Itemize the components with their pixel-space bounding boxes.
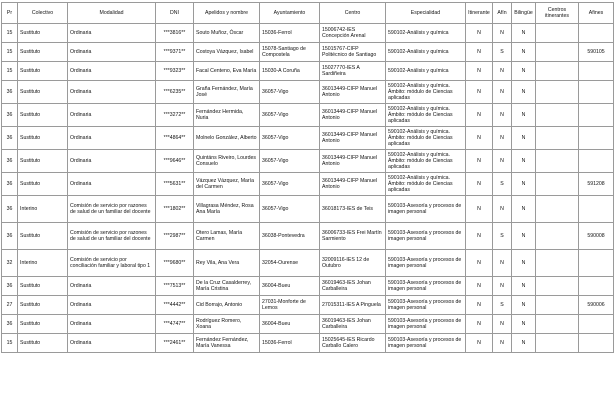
cell-especialidad: 590102-Análisis y química (386, 43, 466, 62)
cell-modalidad: Ordinaria (68, 127, 156, 150)
cell-ayuntamiento: 36004-Bueu (260, 277, 320, 296)
cell-centros-itinerantes (536, 223, 579, 250)
header-bilingue: Bilingüe (512, 3, 536, 24)
cell-apelidos-nombre: Fernández Hermida, Nuria (194, 104, 260, 127)
cell-bilingue: N (512, 196, 536, 223)
cell-itinerante: N (466, 62, 493, 81)
cell-modalidad: Comisión de servicio por razones de salud de un familiar del docente (68, 223, 156, 250)
cell-afin: S (493, 43, 512, 62)
cell-bilingue: N (512, 173, 536, 196)
cell-itinerante: N (466, 81, 493, 104)
cell-pr: 36 (2, 150, 18, 173)
cell-bilingue: N (512, 223, 536, 250)
cell-especialidad: 590102-Análisis y química. Ámbito: módulo de Ciencias aplicadas (386, 104, 466, 127)
cell-pr: 36 (2, 127, 18, 150)
cell-itinerante: N (466, 43, 493, 62)
cell-dni: ***4747** (156, 315, 194, 334)
cell-centro: 36013449-CIFP Manuel Antonio (320, 104, 386, 127)
cell-itinerante: N (466, 296, 493, 315)
cell-centro: 36013449-CIFP Manuel Antonio (320, 81, 386, 104)
table-row (2, 150, 614, 173)
cell-afin: N (493, 127, 512, 150)
cell-centro: 36018173-IES de Teis (320, 196, 386, 223)
cell-dni: ***7513** (156, 277, 194, 296)
cell-bilingue: N (512, 250, 536, 277)
cell-centro: 36013449-CIFP Manuel Antonio (320, 150, 386, 173)
cell-centros-itinerantes (536, 296, 579, 315)
cell-centro: 15015767-CIFP Politécnico de Santiago (320, 43, 386, 62)
cell-afin: N (493, 62, 512, 81)
cell-especialidad: 590103-Asesoría y procesos de imagen personal (386, 250, 466, 277)
cell-dni: ***2461** (156, 334, 194, 353)
cell-apelidos-nombre: Souto Muñoz, Óscar (194, 24, 260, 43)
cell-modalidad: Ordinaria (68, 173, 156, 196)
cell-bilingue: N (512, 104, 536, 127)
cell-ayuntamiento: 36038-Pontevedra (260, 223, 320, 250)
cell-especialidad: 590102-Análisis y química. Ámbito: módulo de Ciencias aplicadas (386, 81, 466, 104)
cell-pr: 36 (2, 104, 18, 127)
cell-especialidad: 590102-Análisis y química. Ámbito: módulo de Ciencias aplicadas (386, 173, 466, 196)
cell-ayuntamiento: 36057-Vigo (260, 173, 320, 196)
cell-apelidos-nombre: Costoya Vázquez, Isabel (194, 43, 260, 62)
cell-pr: 15 (2, 334, 18, 353)
cell-centros-itinerantes (536, 173, 579, 196)
cell-itinerante: N (466, 24, 493, 43)
cell-dni: ***3816** (156, 24, 194, 43)
cell-colectivo: Sustituto (18, 43, 68, 62)
cell-afin: S (493, 296, 512, 315)
cell-bilingue: N (512, 81, 536, 104)
cell-ayuntamiento: 27031-Monforte de Lemos (260, 296, 320, 315)
cell-apelidos-nombre: Rey Vila, Ana Vera (194, 250, 260, 277)
cell-centro: 15027770-IES A Sardiñeira (320, 62, 386, 81)
header-dni: DNI (156, 3, 194, 24)
cell-pr: 27 (2, 296, 18, 315)
cell-colectivo: Sustituto (18, 315, 68, 334)
table-row (2, 104, 614, 127)
cell-centros-itinerantes (536, 150, 579, 173)
cell-dni: ***4442** (156, 296, 194, 315)
cell-especialidad: 590102-Análisis y química. Ámbito: módulo de Ciencias aplicadas (386, 127, 466, 150)
cell-especialidad: 590102-Análisis y química. Ámbito: módulo de Ciencias aplicadas (386, 150, 466, 173)
cell-centros-itinerantes (536, 81, 579, 104)
header-centro: Centro (320, 3, 386, 24)
cell-afin: N (493, 334, 512, 353)
header-apelidos-nombre: Apelidos y nombre (194, 3, 260, 24)
cell-dni: ***9323** (156, 62, 194, 81)
cell-itinerante: N (466, 150, 493, 173)
cell-centros-itinerantes (536, 104, 579, 127)
cell-colectivo: Sustituto (18, 296, 68, 315)
cell-centros-itinerantes (536, 62, 579, 81)
header-modalidad: Modalidad (68, 3, 156, 24)
cell-dni: ***1802** (156, 196, 194, 223)
cell-apelidos-nombre: Rodríguez Romero, Xoana (194, 315, 260, 334)
cell-afin: N (493, 315, 512, 334)
cell-ayuntamiento: 36057-Vigo (260, 104, 320, 127)
cell-pr: 36 (2, 196, 18, 223)
cell-ayuntamiento: 15036-Ferrol (260, 24, 320, 43)
cell-ayuntamiento: 15030-A Coruña (260, 62, 320, 81)
cell-apelidos-nombre: Villagrasa Méndez, Rosa Ana María (194, 196, 260, 223)
cell-afines (579, 81, 614, 104)
cell-colectivo: Interino (18, 250, 68, 277)
cell-modalidad: Ordinaria (68, 277, 156, 296)
header-pr: Pr (2, 3, 18, 24)
cell-dni: ***5631** (156, 173, 194, 196)
cell-itinerante: N (466, 315, 493, 334)
cell-itinerante: N (466, 223, 493, 250)
cell-especialidad: 590103-Asesoría y procesos de imagen personal (386, 315, 466, 334)
table-row (2, 250, 614, 277)
cell-centro: 36006733-IES Frei Martín Sarmiento (320, 223, 386, 250)
cell-colectivo: Sustituto (18, 173, 68, 196)
cell-centros-itinerantes (536, 250, 579, 277)
cell-afines (579, 127, 614, 150)
header-itinerante: Itinerante (466, 3, 493, 24)
cell-especialidad: 590103-Asesoría y procesos de imagen personal (386, 334, 466, 353)
cell-afines (579, 62, 614, 81)
cell-afin: S (493, 173, 512, 196)
table-body (2, 24, 614, 353)
cell-itinerante: N (466, 334, 493, 353)
cell-modalidad: Ordinaria (68, 315, 156, 334)
cell-modalidad: Ordinaria (68, 296, 156, 315)
cell-afines (579, 196, 614, 223)
cell-dni: ***3272** (156, 104, 194, 127)
cell-apelidos-nombre: De la Cruz Casalderrey, María Cristina (194, 277, 260, 296)
cell-bilingue: N (512, 315, 536, 334)
cell-afines (579, 150, 614, 173)
cell-ayuntamiento: 36057-Vigo (260, 196, 320, 223)
cell-modalidad: Ordinaria (68, 62, 156, 81)
cell-apelidos-nombre: Cid Borrajo, Antonio (194, 296, 260, 315)
table-row (2, 277, 614, 296)
cell-itinerante: N (466, 277, 493, 296)
cell-colectivo: Sustituto (18, 62, 68, 81)
cell-centros-itinerantes (536, 277, 579, 296)
cell-ayuntamiento: 15036-Ferrol (260, 334, 320, 353)
cell-centros-itinerantes (536, 127, 579, 150)
cell-apelidos-nombre: Quintáns Riveiro, Lourdes Consuelo (194, 150, 260, 173)
cell-afines (579, 104, 614, 127)
cell-dni: ***4864** (156, 127, 194, 150)
table-row (2, 24, 614, 43)
cell-centro: 15006742-IES Concepción Arenal (320, 24, 386, 43)
cell-colectivo: Sustituto (18, 150, 68, 173)
cell-centro: 36019463-IES Johan Carballeira (320, 315, 386, 334)
table-row (2, 62, 614, 81)
cell-apelidos-nombre: Graña Fernández, María José (194, 81, 260, 104)
cell-pr: 15 (2, 62, 18, 81)
cell-afines (579, 250, 614, 277)
cell-afin: N (493, 250, 512, 277)
cell-pr: 15 (2, 24, 18, 43)
cell-pr: 32 (2, 250, 18, 277)
cell-apelidos-nombre: Otero Lamas, María Carmen (194, 223, 260, 250)
cell-especialidad: 590103-Asesoría y procesos de imagen personal (386, 223, 466, 250)
cell-ayuntamiento: 36057-Vigo (260, 150, 320, 173)
cell-pr: 36 (2, 81, 18, 104)
cell-afin: N (493, 277, 512, 296)
cell-bilingue: N (512, 24, 536, 43)
cell-itinerante: N (466, 127, 493, 150)
cell-ayuntamiento: 36004-Bueu (260, 315, 320, 334)
table-row (2, 81, 614, 104)
table-row (2, 296, 614, 315)
cell-bilingue: N (512, 62, 536, 81)
cell-dni: ***9646** (156, 150, 194, 173)
cell-pr: 36 (2, 173, 18, 196)
table-row (2, 196, 614, 223)
cell-apelidos-nombre: Molnelo González, Alberto (194, 127, 260, 150)
cell-centro: 36013449-CIFP Manuel Antonio (320, 127, 386, 150)
cell-afines (579, 277, 614, 296)
table-row (2, 173, 614, 196)
cell-pr: 15 (2, 43, 18, 62)
cell-modalidad: Comisión de servicio por conciliación familiar y laboral tipo 1 (68, 250, 156, 277)
cell-dni: ***6235** (156, 81, 194, 104)
cell-centro: 15025645-IES Ricardo Carballo Calero (320, 334, 386, 353)
cell-modalidad: Ordinaria (68, 334, 156, 353)
header-afines: Afines (579, 3, 614, 24)
cell-bilingue: N (512, 127, 536, 150)
cell-afin: N (493, 81, 512, 104)
cell-itinerante: N (466, 250, 493, 277)
cell-ayuntamiento: 15078-Santiago de Compostela (260, 43, 320, 62)
cell-dni: ***2987** (156, 223, 194, 250)
cell-centro: 32009116-IES 12 de Outubro (320, 250, 386, 277)
cell-modalidad: Comisión de servicio por razones de salud de un familiar del docente (68, 196, 156, 223)
header-especialidad: Especialidad (386, 3, 466, 24)
cell-bilingue: N (512, 277, 536, 296)
cell-afines (579, 24, 614, 43)
header-ayuntamiento: Ayuntamiento (260, 3, 320, 24)
cell-apelidos-nombre: Facal Centeno, Eva María (194, 62, 260, 81)
cell-itinerante: N (466, 173, 493, 196)
assignments-table (1, 2, 614, 353)
table-row (2, 223, 614, 250)
cell-especialidad: 590103-Asesoría y procesos de imagen personal (386, 277, 466, 296)
cell-colectivo: Sustituto (18, 24, 68, 43)
cell-modalidad: Ordinaria (68, 24, 156, 43)
cell-modalidad: Ordinaria (68, 43, 156, 62)
cell-ayuntamiento: 36057-Vigo (260, 127, 320, 150)
cell-ayuntamiento: 32054-Ourense (260, 250, 320, 277)
cell-dni: ***9371** (156, 43, 194, 62)
cell-modalidad: Ordinaria (68, 150, 156, 173)
table-row (2, 43, 614, 62)
cell-centros-itinerantes (536, 334, 579, 353)
cell-centros-itinerantes (536, 315, 579, 334)
header-row (2, 3, 614, 24)
cell-centros-itinerantes (536, 43, 579, 62)
cell-apelidos-nombre: Fernández Fernández, María Vanessa (194, 334, 260, 353)
cell-centros-itinerantes (536, 196, 579, 223)
cell-afin: S (493, 223, 512, 250)
header-afin: Afín (493, 3, 512, 24)
table-row (2, 315, 614, 334)
cell-modalidad: Ordinaria (68, 81, 156, 104)
cell-itinerante: N (466, 196, 493, 223)
cell-apelidos-nombre: Vázquez Vázquez, María del Carmen (194, 173, 260, 196)
cell-dni: ***9680** (156, 250, 194, 277)
cell-colectivo: Sustituto (18, 277, 68, 296)
table-header (2, 3, 614, 24)
table-row (2, 334, 614, 353)
cell-afin: N (493, 196, 512, 223)
cell-afin: N (493, 24, 512, 43)
cell-especialidad: 590102-Análisis y química (386, 24, 466, 43)
cell-bilingue: N (512, 43, 536, 62)
cell-centros-itinerantes (536, 24, 579, 43)
cell-centro: 36019463-IES Johan Carballeira (320, 277, 386, 296)
cell-afines: 590006 (579, 296, 614, 315)
cell-pr: 36 (2, 223, 18, 250)
cell-especialidad: 590102-Análisis y química (386, 62, 466, 81)
cell-colectivo: Interino (18, 196, 68, 223)
cell-afines: 590105 (579, 43, 614, 62)
cell-pr: 36 (2, 315, 18, 334)
cell-afin: N (493, 104, 512, 127)
cell-bilingue: N (512, 150, 536, 173)
cell-ayuntamiento: 36057-Vigo (260, 81, 320, 104)
cell-pr: 36 (2, 277, 18, 296)
cell-colectivo: Sustituto (18, 81, 68, 104)
header-colectivo: Colectivo (18, 3, 68, 24)
cell-colectivo: Sustituto (18, 127, 68, 150)
cell-afines: 591208 (579, 173, 614, 196)
table-row (2, 127, 614, 150)
cell-afines: 590008 (579, 223, 614, 250)
cell-colectivo: Sustituto (18, 223, 68, 250)
cell-colectivo: Sustituto (18, 334, 68, 353)
cell-bilingue: N (512, 296, 536, 315)
cell-especialidad: 590103-Asesoría y procesos de imagen personal (386, 196, 466, 223)
cell-itinerante: N (466, 104, 493, 127)
header-centros-itinerantes: Centros itinerantes (536, 3, 579, 24)
cell-afin: N (493, 150, 512, 173)
cell-modalidad: Ordinaria (68, 104, 156, 127)
cell-colectivo: Sustituto (18, 104, 68, 127)
cell-centro: 36013449-CIFP Manuel Antonio (320, 173, 386, 196)
cell-afines (579, 315, 614, 334)
cell-afines (579, 334, 614, 353)
cell-especialidad: 590103-Asesoría y procesos de imagen personal (386, 296, 466, 315)
cell-centro: 27015311-IES A Pinguela (320, 296, 386, 315)
cell-bilingue: N (512, 334, 536, 353)
